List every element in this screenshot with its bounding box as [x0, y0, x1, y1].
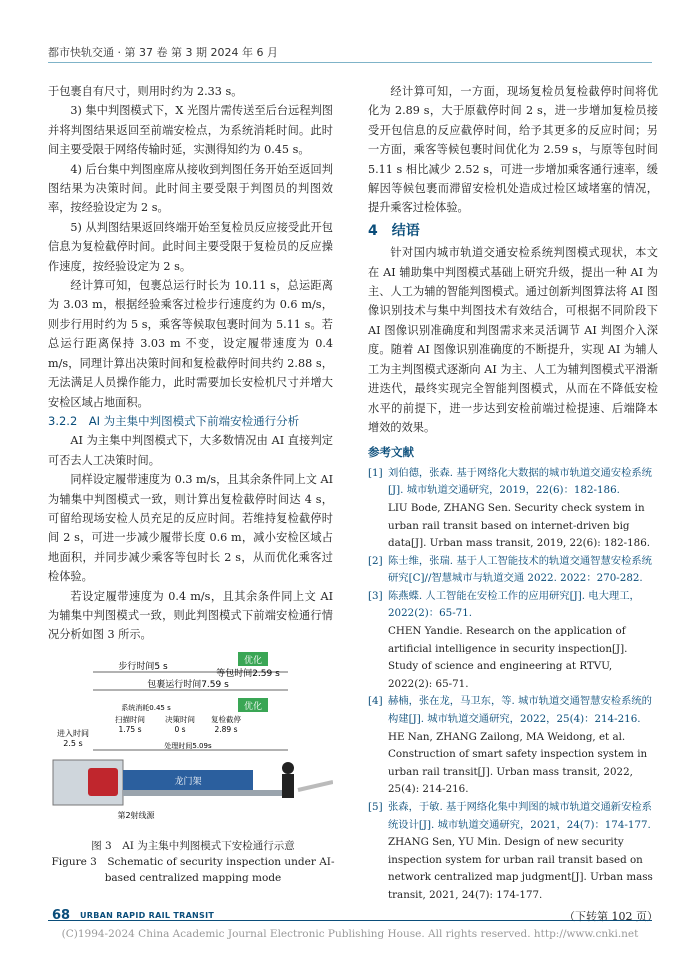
section-heading-3-2-2: 3.2.2 AI 为主集中判图模式下前端安检通行分析: [48, 413, 300, 428]
paragraph: 同样设定履带速度为 0.3 m/s，且其余条件同上文 AI 为辅集中判图模式一致，则计算出复检截停时间达 4 s，可留给现场安检人员充足的反应时间。若维持复检截停时间 2 s，可进一步减少履带长度 0.6 m，减小安检区域占地面积，并同步减少乘客等包时长 2 s，从而优化乘客过检体验。: [48, 473, 333, 584]
enter-time-value: 2.5 s: [63, 739, 83, 748]
journal-name-en: URBAN RAPID RAIL TRANSIT: [80, 911, 215, 920]
references-heading: 参考文献: [368, 445, 414, 460]
reference-number: [5]: [368, 801, 383, 813]
footer-rule: [48, 920, 652, 921]
paragraph: 3) 集中判图模式下，X 光图片需传送至后台远程判图并将判图结果返回至前端安检点，为系统消耗时间。此时间主要受限于网络传输时延，实测得知约为 0.45 s。: [48, 104, 333, 157]
inspector-head: [282, 762, 294, 774]
reference-en: HE Nan, ZHANG Zailong, MA Weidong, et al. Construction of smart safety inspection system in urban rail transit[J]. Urban mass transit, 2022, 25(4): 214-216.: [388, 730, 648, 796]
decision-time-value: 0 s: [174, 725, 186, 734]
scan-time-label: 扫描时间: [115, 715, 145, 724]
reference-text: [388, 553, 658, 588]
right-column: [368, 82, 658, 926]
reference-en: ZHANG Sen, YU Min. Design of new security inspection system for urban rail transit based on network centralized map judgment[J]. Urban mass transit, 2021, 24(7): 174-177.: [388, 836, 653, 901]
recheck-stop-value: 2.89 s: [214, 725, 238, 734]
reference-cn: 刘伯德，张森. 基于网络化大数据的城市轨道交通安检系统[J]. 城市轨道交通研究，2019，22(6)：182-186.: [388, 466, 652, 497]
reference-cn: 陈士维，张瑞. 基于人工智能技术的轨道交通智慧安检系统研究[C]//智慧城市与轨道交通 2022. 2022：270-282.: [388, 554, 652, 585]
reference-en: LIU Bode, ZHANG Sen. Security check system in urban rail transit based on internet-driven big data[J]. Urban mass transit, 2019, 22(6): 182-186.: [388, 501, 651, 550]
reference-item: [368, 799, 658, 905]
reference-item: [368, 588, 658, 694]
left-column: [48, 82, 333, 645]
reference-number: [3]: [368, 589, 383, 602]
reference-number: [1]: [368, 466, 383, 479]
reference-list: [368, 465, 658, 905]
optimize-label-1: 优化: [243, 656, 263, 666]
page-number: 68: [52, 908, 71, 923]
wait-time-label: 等包时间2.59 s: [216, 669, 280, 679]
reference-text: [388, 588, 658, 694]
scan-time-value: 1.75 s: [118, 725, 142, 734]
sys-time-label: 系统消耗0.45 s: [121, 704, 171, 712]
reference-item: [368, 553, 658, 588]
reference-cn: 张森，于敏. 基于网络化集中判图的城市轨道交通新安检系统设计[J]. 城市轨道交通研究，2021，24(7)：174-177.: [388, 801, 652, 831]
reference-text: [388, 465, 658, 553]
paragraph: 若设定履带速度为 0.4 m/s，且其余条件同上文 AI 为辅集中判图模式一致，则此判图模式下前端安检通行情况分析如图 3 所示。: [48, 589, 333, 642]
caption-cn: 图 3 AI 为主集中判图模式下安检通行示意: [91, 840, 295, 852]
reference-number: [4]: [368, 695, 383, 708]
gantry-label: 龙门架: [174, 777, 202, 787]
conveyor-belt: [123, 790, 293, 796]
figure-3-diagram: [48, 650, 333, 830]
section-heading-4: 4 结语: [368, 222, 420, 239]
reference-item: [368, 465, 658, 553]
copyright-line: (C)1994-2024 China Academic Journal Electronic Publishing House. All rights reserved. http://www.cnki.net: [61, 928, 639, 940]
figure-3: [48, 650, 333, 830]
reference-item: [368, 693, 658, 799]
enter-time-label: 进入时间: [57, 729, 89, 738]
total-time-label: 包裹运行时间7.59 s: [147, 680, 229, 690]
inspector-body: [282, 774, 294, 798]
optimize-label-2: 优化: [243, 702, 263, 712]
sensor-label: 第2射线源: [117, 811, 155, 820]
reference-text: [388, 799, 658, 905]
reference-en: CHEN Yandie. Research on the application of artificial intelligence in security inspection[J]. Study of science and engineering at RTVU, 2022(2): 65-71.: [388, 625, 628, 690]
reference-number: [2]: [368, 554, 383, 567]
continued-note: （下转第 102 页）: [564, 909, 658, 923]
reference-text: [388, 693, 658, 799]
paragraph: 经计算可知，包裹总运行时长为 10.11 s，总运距离为 3.03 m，根据经验乘客过检步行速度约为 0.6 m/s，则步行用时约为 5 s，乘客等候取包裹时间为 5.11 s。若总运行距离保持 3.03 m 不变，设定履带速度为 0.4 m/s，同理计算出决策时间和复检截停时间共约 2.88 s，无法满足人员操作能力，此时需要加长安检机尺寸并增大安检区域占地面积。: [48, 279, 333, 409]
caption-en: Figure 3 Schematic of security inspection under AI-based centralized mapping mode: [51, 856, 335, 884]
decision-time-label: 决策时间: [165, 715, 195, 724]
paragraph: AI 为主集中判图模式下，大多数情况由 AI 直接判定可否去人工决策时间。: [48, 434, 333, 467]
paragraph: 经计算可知，一方面，现场复检员复检截停时间将优化为 2.89 s，大于原截停时间 2 s，进一步增加复检员接受开包信息的反应截停时间，给予其更多的反应时间；另一方面，乘客等候包裹时间优化为 2.59 s，与原等包时间 5.11 s 相比减少 2.52 s，可进一步增加乘客通行速率，缓解因等候包裹而滞留安检机处造成过检区域堵塞的情况，提升乘客过检体验。: [368, 85, 658, 215]
header-rule: [48, 62, 652, 63]
conclusion-paragraph: 针对国内城市轨道交通安检系统判图模式现状，本文在 AI 辅助集中判图模式基础上研究升级，提出一种 AI 为主、人工为辅的智能判图模式。通过创新判图算法将 AI 图像识别技术与集中判图技术有效结合，可根据不同阶段下 AI 图像识别准确度和判图需求来灵活调节 AI 判图介入深度。随着 AI 图像识别准确度的不断提升，实现 AI 为辅人工为主判图模式逐渐向 AI 为主、人工为辅判图模式平滑渐进迭代，最终实现完全智能判图模式，从而在不降低安检水平的前提下，进一步达到安检前端过检提速、后端降本增效的效果。: [368, 246, 658, 434]
luggage: [88, 768, 118, 796]
paragraph: 5) 从判图结果返回终端开始至复检员反应接受此开包信息为复检截停时间。此时间主要受限于复检员的反应操作速度，按经验设定为 2 s。: [48, 220, 333, 273]
running-header: 都市快轨交通 · 第 37 卷 第 3 期 2024 年 6 月: [48, 46, 278, 59]
exit-ramp: [298, 782, 333, 790]
walk-time-label: 步行时间5 s: [118, 662, 168, 672]
paragraph: 于包裹自有尺寸，则用时约为 2.33 s。: [48, 85, 243, 98]
reference-cn: 赫楠，张在龙，马卫东，等. 城市轨道交通智慧安检系统的构建[J]. 城市轨道交通研究，2022，25(4)：214-216.: [388, 695, 652, 726]
paragraph: 4) 后台集中判图座席从接收到判图任务开始至返回判图结果为决策时间。此时间主要受限于判图员的判图效率，按经验设定为 2 s。: [48, 162, 333, 215]
reference-cn: 陈燕蝶. 人工智能在安检工作的应用研究[J]. 电大理工，2022(2)：65-71.: [388, 589, 640, 620]
recheck-stop-label: 复检截停: [211, 715, 241, 724]
process-time-label: 处理时间5.09s: [164, 742, 212, 750]
figure-caption: [48, 838, 338, 886]
